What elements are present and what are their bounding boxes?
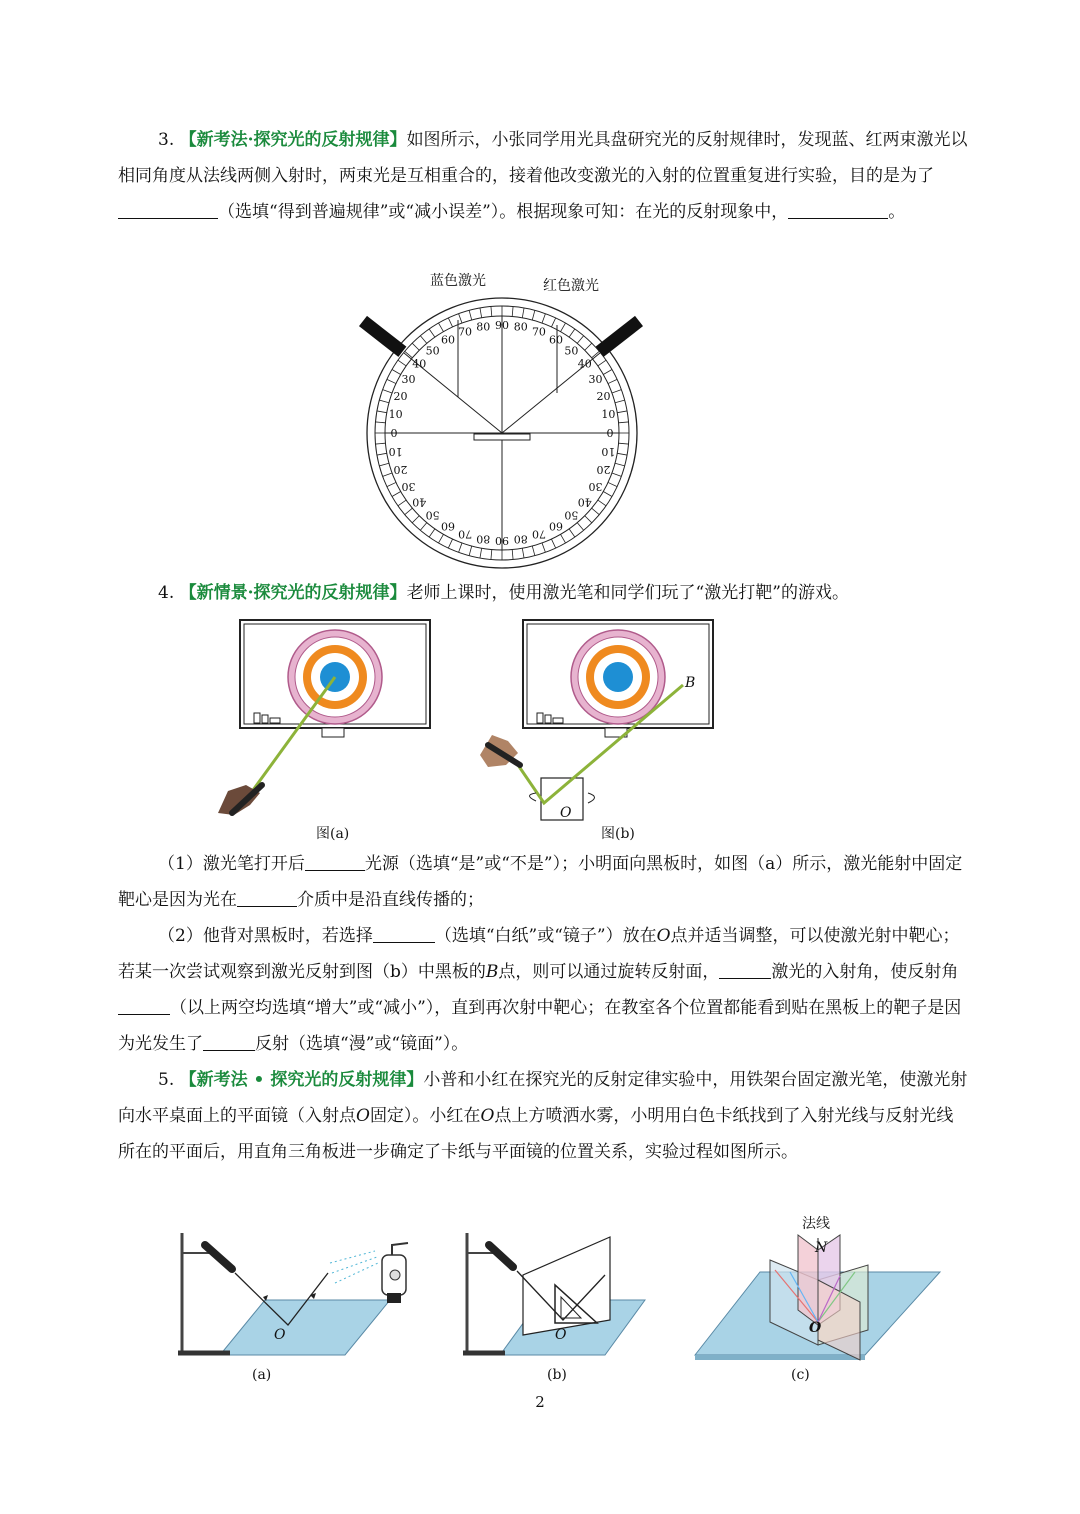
q4-blank-5[interactable] [118,994,170,1015]
q4-s1-b: 光源（选填“是”或“不是”）；小明面向黑板时，如图（a）所示，激光能射中固定靶心是因为光在 [118,854,963,910]
q4-s2-e: 激光的入射角，使反射角 [771,962,959,982]
disc-tick [480,548,482,558]
disc-tick [387,482,396,486]
fig5b-o-label: O [555,1327,567,1343]
page-number: 2 [535,1393,545,1411]
disc-number: 90 [495,534,509,547]
question-3 [118,122,968,230]
disc-tick [522,308,524,318]
disc-tick [448,539,452,548]
disc-tick [542,314,545,323]
disc-tick [448,318,452,327]
disc-tick [619,422,629,423]
disc-number: 50 [425,508,440,522]
disc-tick [585,516,592,523]
normal-label: 法线 [802,1216,830,1232]
disc-tick [412,343,419,350]
disc-number: 40 [412,357,427,371]
disc-tick [439,534,444,543]
question-4 [118,575,968,611]
disc-number: 30 [401,373,416,386]
q5-text-2: 固定）。小红在 [369,1106,481,1126]
q3-number: 3. [158,130,175,150]
figure-4a [210,615,440,845]
disc-tick [608,482,617,486]
disc-tick [398,360,406,366]
disc-tick [551,539,555,548]
fig-a-label: 图(a) [316,826,350,842]
figure-4a-svg [210,615,440,845]
disc-tick [615,463,625,466]
disc-tick [412,516,419,523]
fig5b-label: (b) [547,1367,567,1383]
q4-s2-d: 点，则可以通过旋转反射面， [498,962,720,982]
disc-number: 0 [390,427,398,440]
disc-tick [532,310,535,320]
disc-tick [377,453,387,455]
disc-number: 80 [476,532,491,546]
fig5a-label: (a) [252,1367,272,1383]
disc-tick [480,308,482,318]
disc-tick [392,370,401,375]
q4-number: 4. [158,583,175,603]
fig-b-label: 图(b) [601,826,635,842]
disc-number: 70 [458,527,473,541]
disc-tick [383,473,392,476]
q5-o-1: O [356,1106,370,1126]
disc-number: 20 [596,462,611,476]
disc-tick [561,534,566,543]
disc-tick [612,473,621,476]
disc-number: 80 [513,532,528,546]
q4-blank-4[interactable] [719,958,771,979]
q3-blank-2[interactable] [788,198,888,219]
disc-number: 10 [388,444,403,458]
disc-tick [512,306,513,316]
disc-tick [522,548,524,558]
disc-tick [512,550,513,560]
q4-blank-6[interactable] [203,1030,255,1051]
disc-number: 60 [549,519,563,533]
disc-tick [569,529,575,537]
disc-tick [375,422,385,423]
disc-tick [469,310,472,320]
disc-number: 30 [401,480,416,493]
disc-tick [377,411,387,413]
q4-s2-a: （2）他背对黑板时，若选择 [158,926,373,946]
disc-tick [420,523,426,531]
disc-tick [603,492,612,497]
q4-s2-b-point: B [485,962,499,982]
fig5c-o-label: O [809,1320,822,1336]
q4-s1-c: 介质中是沿直线传播的； [297,890,484,910]
disc-number: 20 [393,462,408,476]
disc-tick [612,390,621,393]
disc-number: 50 [564,344,579,358]
disc-tick [617,453,627,455]
disc-tick [551,318,555,327]
q4-tag: 【新情景·探究光的反射规律】 [179,583,407,603]
disc-tick [491,550,492,560]
disc-number: 20 [596,390,611,404]
disc-tick [439,323,444,332]
disc-tick [615,400,625,403]
disc-number: 60 [549,333,563,347]
question-5 [118,1062,968,1170]
disc-tick [542,543,545,552]
disc-tick [459,314,462,323]
disc-tick [469,546,472,556]
q3-tag: 【新考法·探究光的反射规律】 [179,130,407,150]
q5-number: 5. [158,1070,175,1090]
disc-tick [532,546,535,556]
disc-tick [383,390,392,393]
figure-4b [478,615,728,845]
disc-number: 70 [458,325,473,339]
figure-5b [455,1225,665,1390]
disc-tick [598,500,606,506]
q4-s2-b: （选填“白纸”或“镜子”）放在 [434,926,657,946]
optical-disc-figure [350,268,650,573]
disc-number: 90 [495,319,509,332]
disc-number: 70 [531,527,546,541]
disc-tick [375,443,385,444]
q4-sub-2 [118,918,968,1062]
fig5a-o-label: O [274,1327,286,1343]
point-b-label: B [685,675,696,691]
disc-number: 40 [577,357,592,371]
figure-5a-svg [170,1225,430,1390]
disc-number: 80 [513,320,528,334]
q4-s1-a: （1）激光笔打开后 [158,854,305,874]
disc-number: 20 [393,390,408,404]
disc-tick [392,492,401,497]
q4-s2-o: O [656,926,671,946]
q5-text-3: 点上方喷洒水雾，小明用白色卡纸找到了入射光线与反射光线所在的平面后，用直角三角板进一步确定了卡纸与平面镜的位置关系，实验过程如图所示。 [118,1106,954,1162]
point-o-label: O [560,805,572,821]
disc-number: 30 [588,480,603,493]
disc-number: 80 [476,320,491,334]
disc-tick [429,529,435,537]
disc-tick [617,411,627,413]
disc-tick [619,443,629,444]
q4-s2-g: 反射（选填“漫”或“镜面”）。 [255,1034,469,1054]
disc-tick [491,306,492,316]
q4-blank-1[interactable] [305,850,365,871]
q4-blank-3[interactable] [373,922,435,943]
disc-number: 40 [412,495,427,509]
q4-blank-2[interactable] [237,886,297,907]
disc-tick [585,343,592,350]
fig5c-n-label: N [815,1240,828,1256]
figure-5c-svg [690,1210,950,1390]
q4-s2-f: （以上两空均选填“增大”或“减小”），直到再次射中靶心；在教室各个位置都能看到贴在黑板上的靶子是因为光发生了 [118,998,962,1054]
q5-text-1: 小普和小红在探究光的反射定律实验中，用铁架台固定激光笔，使激光射向水平桌面上的平面镜（入射点 [118,1070,968,1126]
disc-tick [398,500,406,506]
disc-number: 10 [601,408,616,422]
disc-number: 50 [425,344,440,358]
disc-tick [569,329,575,337]
disc-number: 30 [588,373,603,386]
disc-tick [379,463,389,466]
q3-text-1: 如图所示，小张同学用光具盘研究光的反射规律时，发现蓝、红两束激光以相同角度从法线两侧入射时，两束光是互相重合的，接着他改变激光的入射的位置重复进行实验，目的是为了 [118,130,968,186]
disc-number: 50 [564,508,579,522]
figure-5c [690,1210,950,1390]
q3-text-3: 。 [888,202,906,222]
disc-tick [577,523,583,531]
disc-tick [420,336,426,344]
disc-number: 40 [577,495,592,509]
disc-tick [387,379,396,383]
disc-tick [561,323,566,332]
blue-laser-label: 蓝色激光 [430,273,486,289]
figure-4b-svg [478,615,728,845]
disc-number: 10 [601,444,616,458]
disc-tick [598,360,606,366]
disc-number: 60 [441,519,455,533]
disc-tick [429,329,435,337]
q4-s2-c: 点并适当调整，可以使激光射中靶心；若某一次尝试观察到激光反射到图（b）中黑板的 [118,926,960,982]
q5-o-2: O [480,1106,495,1126]
disc-number: 60 [441,333,455,347]
fig5c-label: (c) [791,1367,810,1383]
figure-5b-svg [455,1225,665,1390]
q3-blank-1[interactable] [118,198,218,219]
disc-tick [608,379,617,383]
disc-number: 10 [388,408,403,422]
disc-number: 0 [606,427,614,440]
q3-text-2: （选填“得到普遍规律”或“减小误差”）。根据现象可知：在光的反射现象中， [218,202,789,222]
disc-tick [603,370,612,375]
disc-tick [405,508,413,514]
disc-tick [592,508,600,514]
q4-intro: 老师上课时，使用激光笔和同学们玩了“激光打靶”的游戏。 [406,583,849,603]
q5-tag: 【新考法 • 探究光的反射规律】 [179,1070,424,1090]
red-laser-label: 红色激光 [543,278,599,294]
figure-5a [170,1225,430,1390]
disc-tick [379,400,389,403]
disc-svg [350,268,650,573]
q4-sub-1 [118,846,968,918]
disc-number: 70 [531,325,546,339]
disc-tick [577,336,583,344]
disc-tick [459,543,462,552]
